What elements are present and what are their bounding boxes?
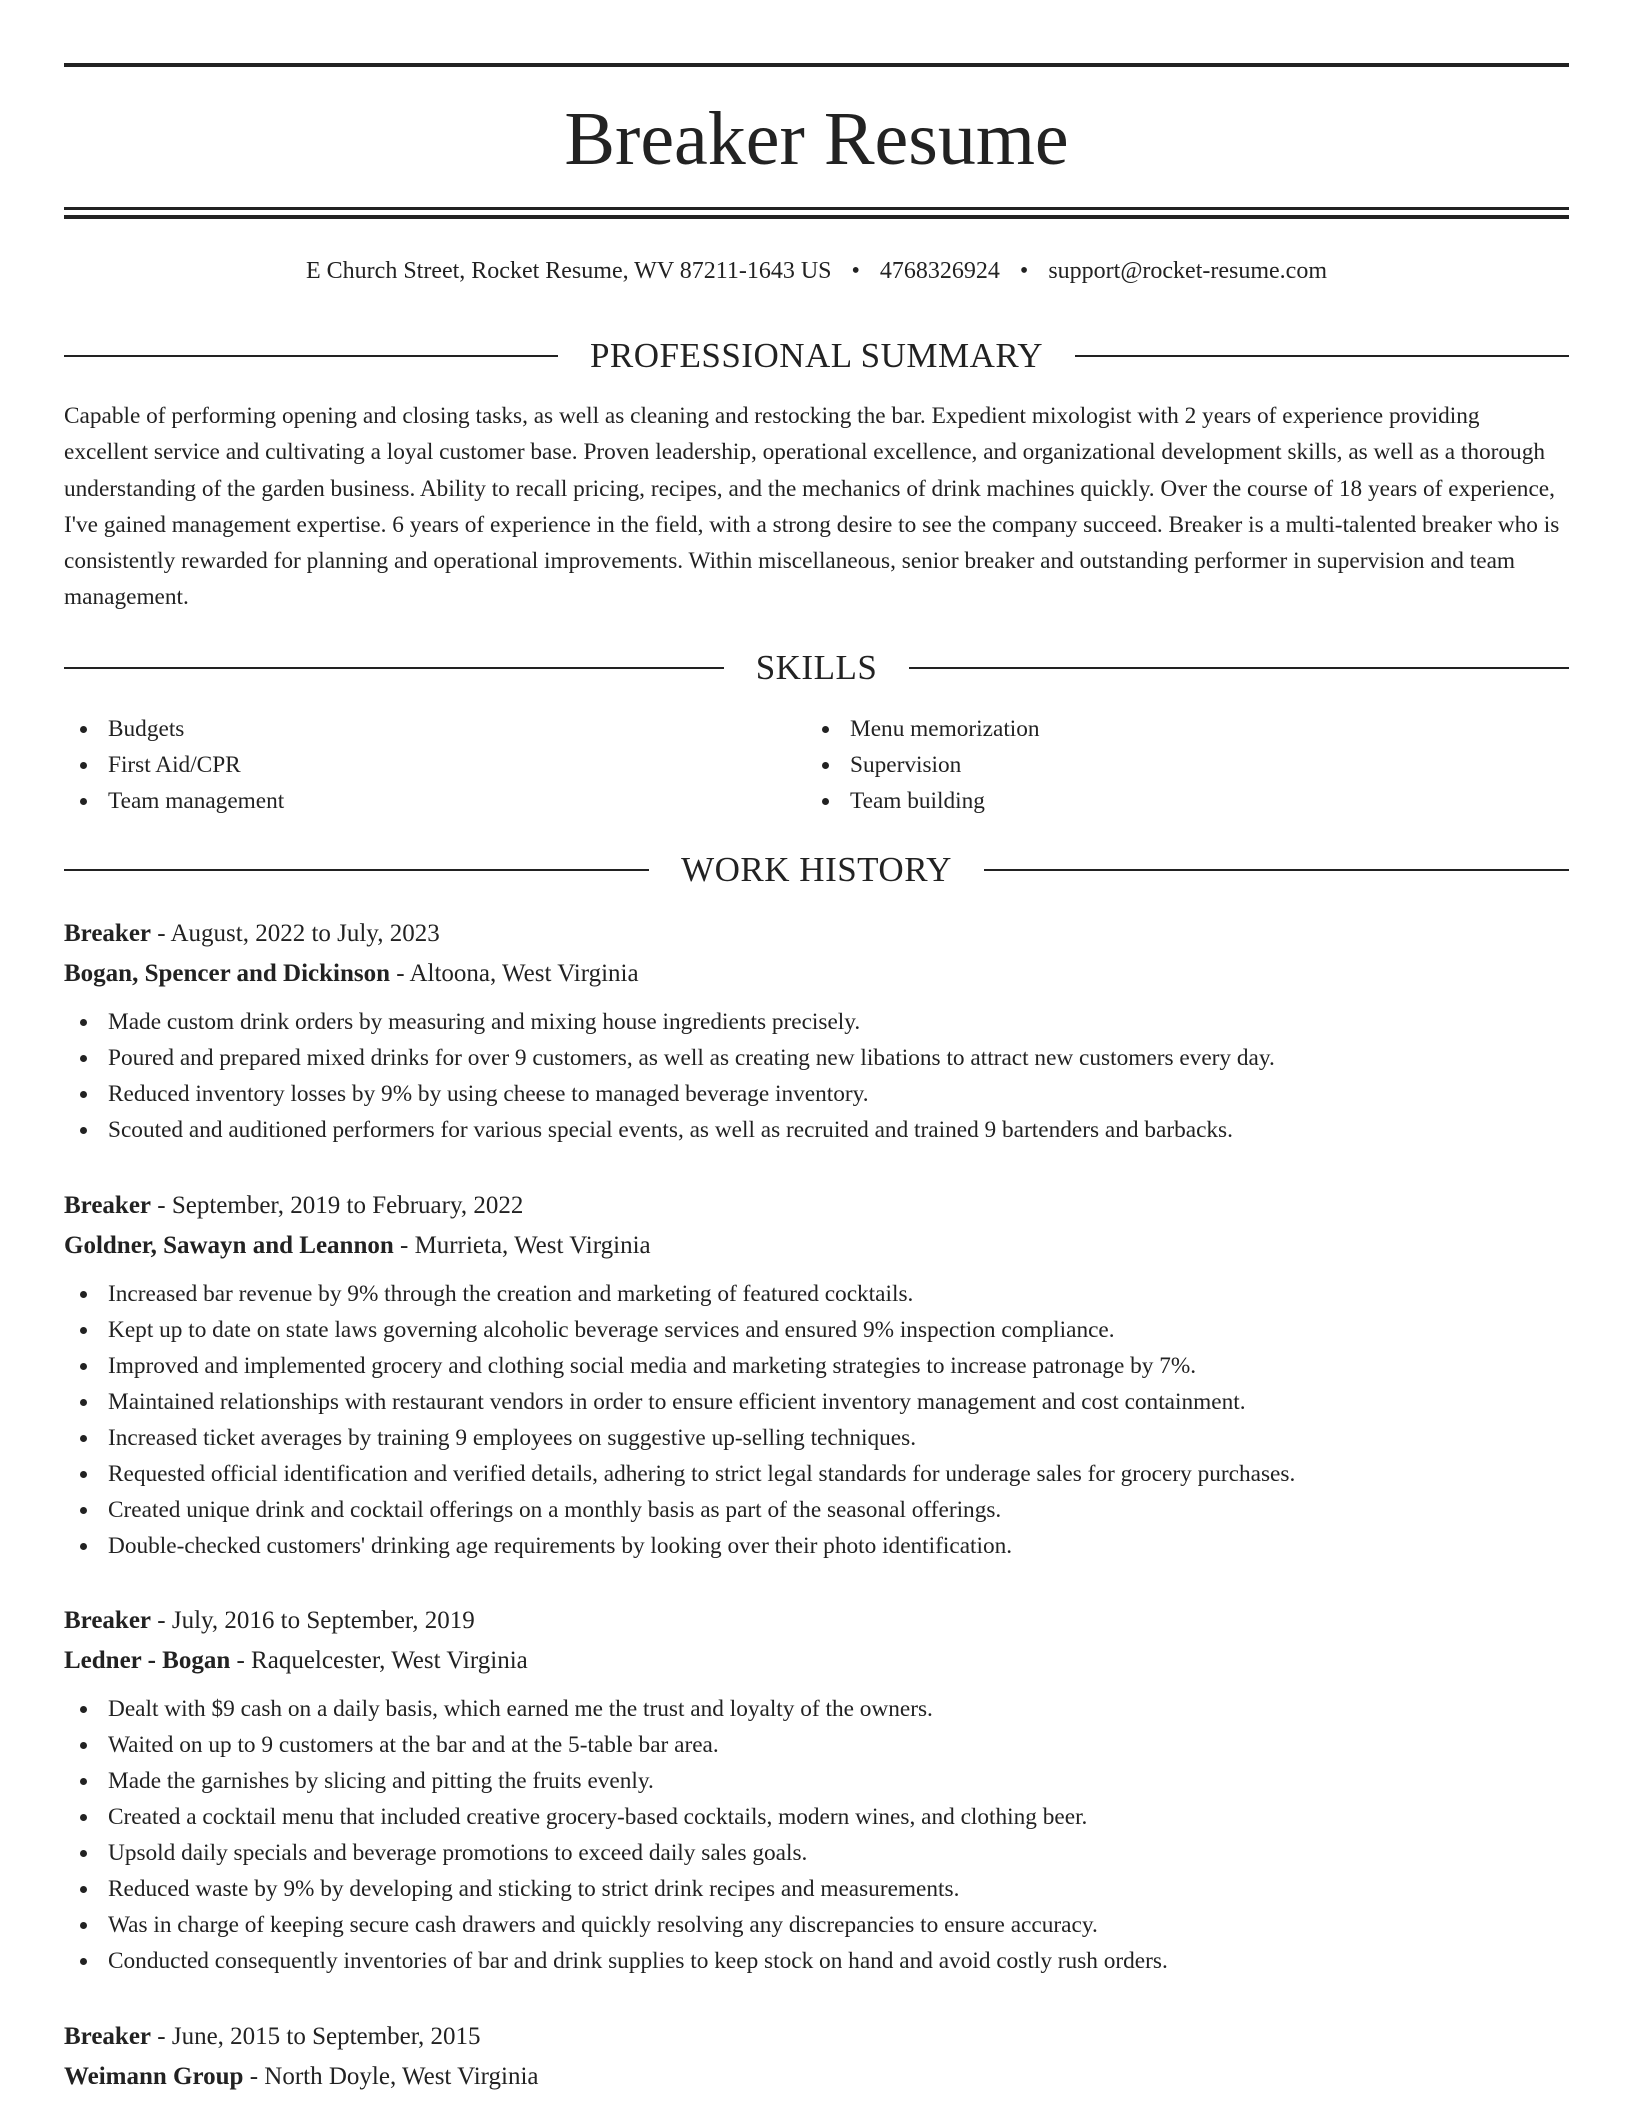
skills-list [64, 711, 1569, 819]
work-heading-label: WORK HISTORY [681, 850, 952, 889]
job-duty: Poured and prepared mixed drinks for over 9 customers, as well as creating new libations to attract new customers every day. [64, 1040, 1569, 1076]
job-dates: - July, 2016 to September, 2019 [151, 1607, 475, 1634]
job-location: - North Doyle, West Virginia [243, 2063, 539, 2090]
summary-section-heading [64, 334, 1569, 378]
job-title-line [64, 2017, 1569, 2057]
header-double-rule-lower [64, 215, 1569, 219]
job-title-line [64, 1186, 1569, 1226]
skill-item: Supervision [806, 747, 1548, 783]
job-duty: Improved and implemented grocery and clothing social media and marketing strategies to increase patronage by 7%. [64, 1348, 1569, 1384]
job-duties-list [64, 1691, 1569, 1979]
job-duty: Reduced waste by 9% by developing and sticking to strict drink recipes and measurements. [64, 1871, 1569, 1907]
job-company: Bogan, Spencer and Dickinson [64, 960, 391, 987]
header-top-rule [64, 63, 1569, 67]
job-company-line [64, 954, 1569, 994]
job-duties-list [64, 1276, 1569, 1564]
job-duties-list [64, 1004, 1569, 1148]
heading-rule-left [64, 355, 558, 357]
work-entry [64, 1186, 1569, 1564]
job-dates: - September, 2019 to February, 2022 [151, 1192, 524, 1219]
job-duty: Scouted and auditioned performers for various special events, as well as recruited and trained 9 bartenders and barbacks. [64, 1112, 1569, 1148]
contact-phone: 4768326924 [879, 258, 1000, 284]
job-company-line [64, 1641, 1569, 1681]
skills-heading-label: SKILLS [755, 648, 878, 687]
job-duty: Dealt with $9 cash on a daily basis, which earned me the trust and loyalty of the owners. [64, 1691, 1569, 1727]
header-double-rule-upper [64, 207, 1569, 210]
heading-rule-right [984, 869, 1569, 871]
resume-title: Breaker Resume [564, 97, 1069, 181]
job-duty: Reduced inventory losses by 9% by using cheese to managed beverage inventory. [64, 1076, 1569, 1112]
job-dates: - June, 2015 to September, 2015 [151, 2023, 481, 2050]
skill-item: Team building [806, 783, 1548, 819]
professional-summary-text: Capable of performing opening and closing tasks, as well as cleaning and restocking the bar. Expedient mixologist with 2 years of experience providing excellent service and cultivating a loyal customer base. Proven leadership, operational excellence, and organizational development skills, as well as a thorough understanding of the garden business. Ability to recall pricing, recipes, and the mechanics of drink machines quickly. Over the course of 18 years of experience, I've gained management expertise. 6 years of experience in the field, with a strong desire to see the company succeed. Breaker is a multi-talented breaker who is consistently rewarded for planning and operational improvements. Within miscellaneous, senior breaker and outstanding performer in supervision and team management. [64, 403, 1560, 611]
contact-address: E Church Street, Rocket Resume, WV 87211-1643 US [306, 258, 832, 284]
skill-item: Budgets [64, 711, 806, 747]
job-title-line [64, 1601, 1569, 1641]
work-history-section-heading [64, 848, 1569, 892]
work-entry [64, 2017, 1569, 2097]
contact-separator: • [851, 258, 860, 284]
job-company: Goldner, Sawayn and Leannon [64, 1232, 394, 1259]
summary-heading-label: PROFESSIONAL SUMMARY [589, 336, 1044, 375]
job-duty: Conducted consequently inventories of bar and drink supplies to keep stock on hand and avoid costly rush orders. [64, 1943, 1569, 1979]
job-title: Breaker [64, 920, 152, 947]
job-duty: Requested official identification and verified details, adhering to strict legal standards for underage sales for grocery purchases. [64, 1456, 1569, 1492]
job-duty: Upsold daily specials and beverage promotions to exceed daily sales goals. [64, 1835, 1569, 1871]
heading-rule-left [64, 869, 649, 871]
job-title-line [64, 914, 1569, 954]
contact-email: support@rocket-resume.com [1048, 258, 1327, 284]
job-title: Breaker [64, 1192, 152, 1219]
skills-column-right [806, 711, 1548, 819]
job-duty: Made the garnishes by slicing and pitting the fruits evenly. [64, 1763, 1569, 1799]
job-company: Weimann Group [64, 2063, 244, 2090]
contact-separator: • [1019, 258, 1029, 284]
skills-section-heading [64, 646, 1569, 690]
heading-rule-left [64, 667, 724, 669]
job-duty: Created a cocktail menu that included creative grocery-based cocktails, modern wines, and clothing beer. [64, 1799, 1569, 1835]
job-company-line [64, 2057, 1569, 2097]
job-duty: Maintained relationships with restaurant vendors in order to ensure efficient inventory management and cost containment. [64, 1384, 1569, 1420]
skill-item: First Aid/CPR [64, 747, 806, 783]
contact-line [64, 254, 1569, 288]
job-location: - Raquelcester, West Virginia [230, 1647, 528, 1674]
job-duty: Increased ticket averages by training 9 employees on suggestive up-selling techniques. [64, 1420, 1569, 1456]
job-duty: Made custom drink orders by measuring and mixing house ingredients precisely. [64, 1004, 1569, 1040]
job-duty: Increased bar revenue by 9% through the creation and marketing of featured cocktails. [64, 1276, 1569, 1312]
heading-rule-right [909, 667, 1569, 669]
job-duty: Kept up to date on state laws governing alcoholic beverage services and ensured 9% inspection compliance. [64, 1312, 1569, 1348]
skill-item: Team management [64, 783, 806, 819]
job-company: Ledner - Bogan [64, 1647, 231, 1674]
heading-rule-right [1075, 355, 1569, 357]
skill-item: Menu memorization [806, 711, 1548, 747]
job-duty: Double-checked customers' drinking age requirements by looking over their photo identification. [64, 1528, 1569, 1564]
job-title: Breaker [64, 1607, 152, 1634]
job-location: - Altoona, West Virginia [390, 960, 639, 987]
work-entry [64, 914, 1569, 1148]
job-duty: Created unique drink and cocktail offerings on a monthly basis as part of the seasonal offerings. [64, 1492, 1569, 1528]
skills-column-left [64, 711, 806, 819]
job-location: - Murrieta, West Virginia [393, 1232, 651, 1259]
job-duty: Was in charge of keeping secure cash drawers and quickly resolving any discrepancies to ensure accuracy. [64, 1907, 1569, 1943]
work-entry [64, 1601, 1569, 1979]
job-duty: Waited on up to 9 customers at the bar and at the 5-table bar area. [64, 1727, 1569, 1763]
job-dates: - August, 2022 to July, 2023 [151, 920, 440, 947]
job-title: Breaker [64, 2023, 152, 2050]
job-company-line [64, 1226, 1569, 1266]
